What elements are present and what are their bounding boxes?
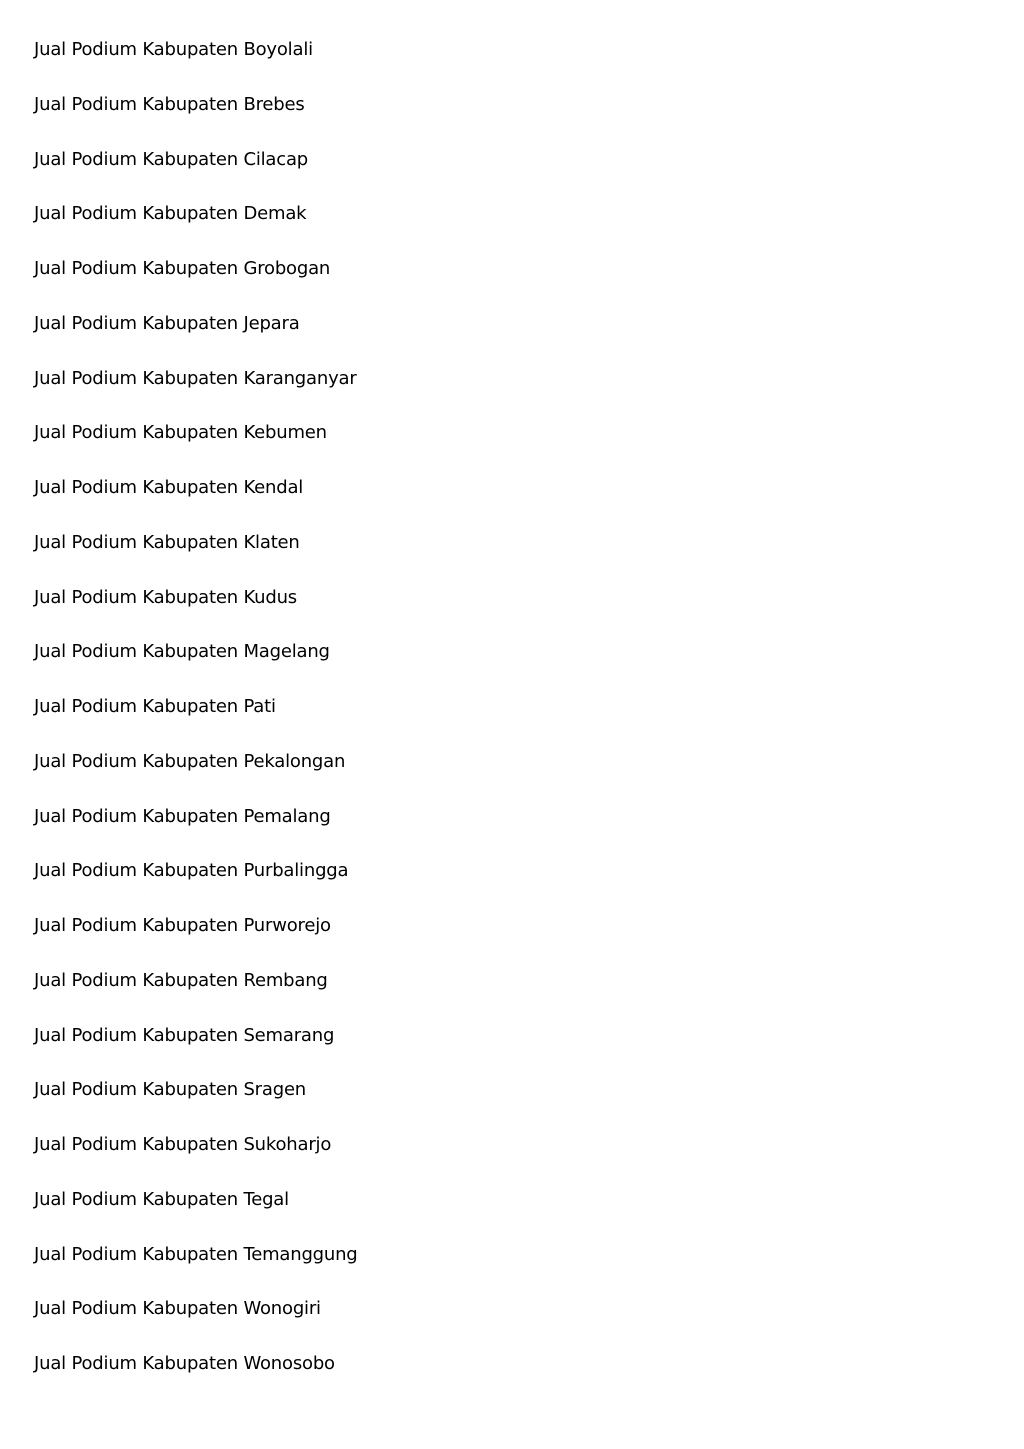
list-item: Jual Podium Kabupaten Karanganyar (34, 367, 357, 389)
list-item: Jual Podium Kabupaten Pekalongan (34, 750, 346, 772)
list-item: Jual Podium Kabupaten Boyolali (34, 39, 313, 60)
list-item: Jual Podium Kabupaten Sragen (34, 1079, 307, 1101)
list-item: Jual Podium Kabupaten Pati (34, 696, 276, 717)
list-item: Jual Podium Kabupaten Sukoharjo (34, 1134, 332, 1155)
list-item: Jual Podium Kabupaten Wonogiri (34, 1298, 321, 1320)
list-item: Jual Podium Kabupaten Jepara (34, 312, 300, 334)
list-item: Jual Podium Kabupaten Kebumen (34, 422, 327, 444)
list-item: Jual Podium Kabupaten Purworejo (34, 915, 331, 936)
list-item: Jual Podium Kabupaten Rembang (34, 969, 328, 991)
list-item: Jual Podium Kabupaten Pemalang (34, 805, 331, 827)
list-item: Jual Podium Kabupaten Grobogan (34, 258, 331, 279)
list-item: Jual Podium Kabupaten Purbalingga (34, 860, 349, 882)
list-item: Jual Podium Kabupaten Brebes (34, 93, 305, 115)
list-item: Jual Podium Kabupaten Kendal (34, 477, 304, 498)
list-item: Jual Podium Kabupaten Wonosobo (34, 1353, 335, 1374)
list-item: Jual Podium Kabupaten Klaten (34, 531, 300, 553)
list-item: Jual Podium Kabupaten Temanggung (34, 1243, 358, 1265)
list-item: Jual Podium Kabupaten Tegal (34, 1188, 289, 1210)
list-item: Jual Podium Kabupaten Magelang (34, 641, 330, 663)
list-item: Jual Podium Kabupaten Cilacap (34, 148, 309, 170)
list-item: Jual Podium Kabupaten Semarang (34, 1024, 335, 1046)
list-item: Jual Podium Kabupaten Demak (34, 203, 307, 225)
list-item: Jual Podium Kabupaten Kudus (34, 586, 297, 608)
regency-list (34, 35, 934, 1404)
